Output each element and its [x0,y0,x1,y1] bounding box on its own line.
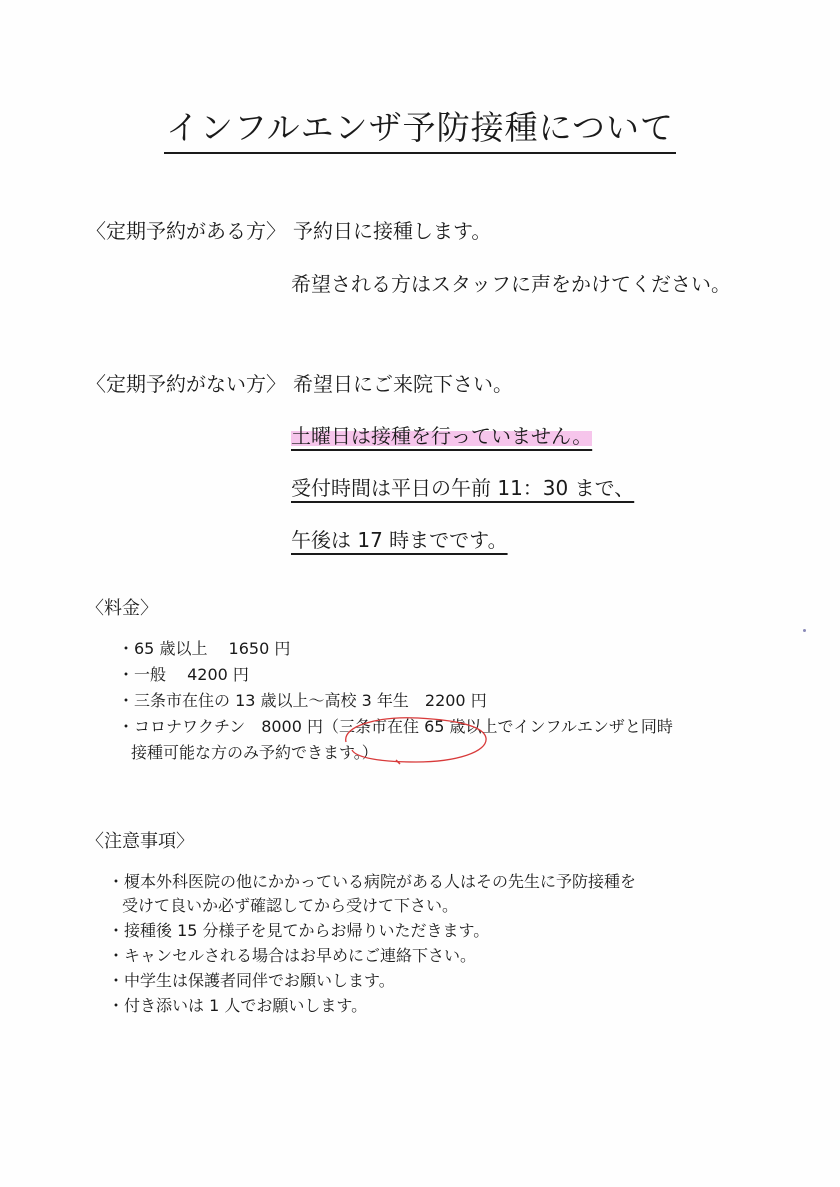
fee-item-covid-vaccine: ・コロナワクチン 8000 円（三条市在住 65 歳以上でインフルエンザと同時 [118,717,673,736]
note-item-wait-15-min: ・接種後 15 分様子を見てからお帰りいただきます。 [108,921,490,940]
fees-heading: 〈料金〉 [86,598,158,619]
regular-reservation-label: 〈定期予約がある方〉 [86,219,286,243]
non-regular-reservation-line-1: 希望日にご来院下さい。 [293,372,513,396]
fee-item-covid-vaccine-cont: 接種可能な方のみ予約できます。） [131,743,378,762]
reception-hours-afternoon: 午後は 17 時までです。 [291,528,508,552]
reception-hours-morning: 受付時間は平日の午前 11：30 まで、 [291,476,635,500]
fee-item-sanjo-student: ・三条市在住の 13 歳以上～高校 3 年生 2200 円 [118,691,487,710]
notes-heading: 〈注意事項〉 [86,831,194,852]
note-item-one-companion: ・付き添いは 1 人でお願いします。 [108,996,368,1015]
note-item-other-hospital-cont: 受けて良いか必ず確認してから受けて下さい。 [122,896,459,915]
saturday-notice [291,422,592,450]
regular-reservation-line-2: 希望される方はスタッフに声をかけてください。 [291,272,731,296]
non-regular-reservation-label: 〈定期予約がない方〉 [86,372,286,396]
regular-reservation-line-1: 予約日に接種します。 [293,219,492,243]
page-title: インフルエンザ予防接種について [0,106,840,154]
note-item-cancellation: ・キャンセルされる場合はお早めにご連絡下さい。 [108,946,477,965]
note-item-other-hospital: ・榎本外科医院の他にかかっている病院がある人はその先生に予防接種を [108,872,637,891]
fee-item-general: ・一般 4200 円 [118,665,249,684]
note-item-junior-high: ・中学生は保護者同伴でお願いします。 [108,971,395,990]
scan-speck [803,629,806,632]
fee-item-65-plus: ・65 歳以上 1650 円 [118,639,291,658]
saturday-notice-highlight: 土曜日は接種を行っていません。 [291,424,593,448]
